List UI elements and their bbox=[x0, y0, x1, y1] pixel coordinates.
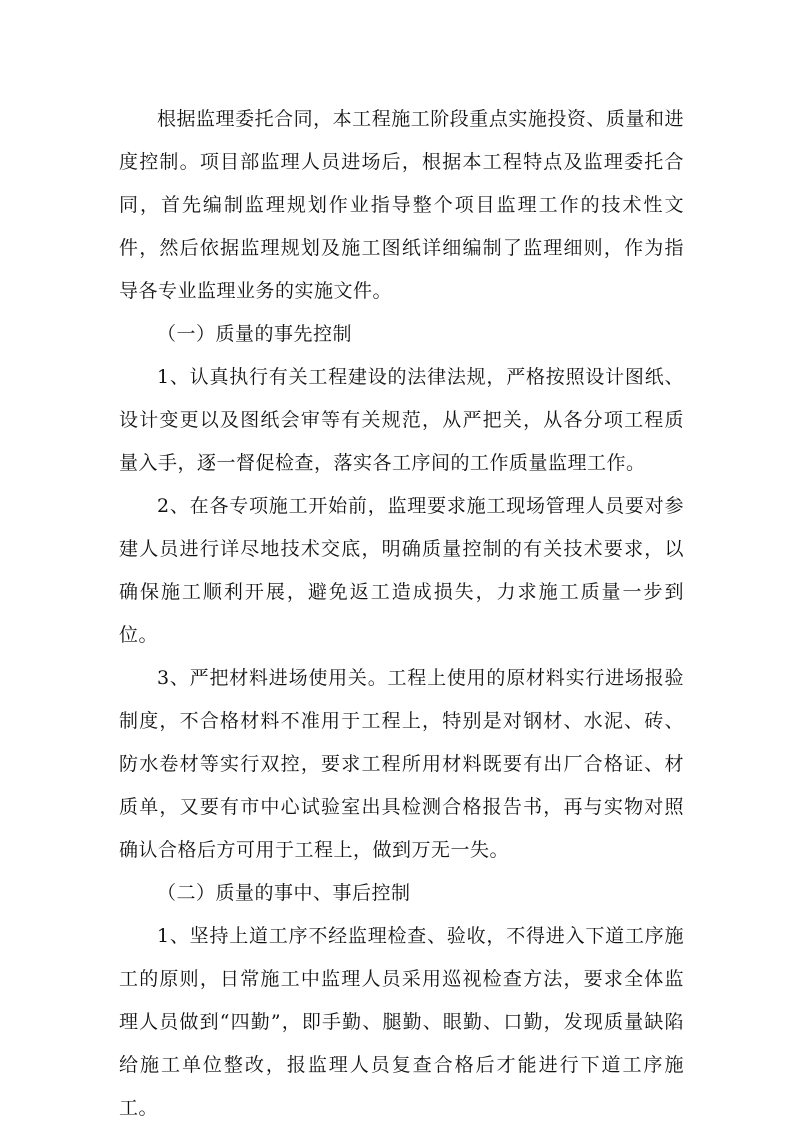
during-control-item-1: 1、坚持上道工序不经监理检查、验收，不得进入下道工序施工的原则，日常施工中监理人员采用巡视检查方法，要求全体监理人员做到“四勤”，即手勤、腿勤、眼勤、口勤，发现质量缺陷给施工单位整改，报监理人员复查合格后才能进行下道工序施工。 bbox=[119, 925, 684, 1119]
prior-control-item-1: 1、认真执行有关工程建设的法律法规，严格按照设计图纸、设计变更以及图纸会审等有关规范，从严把关，从各分项工程质量入手，逐一督促检查，落实各工序间的工作质量监理工作。 bbox=[119, 366, 684, 474]
prior-control-item-3: 3、严把材料进场使用关。工程上使用的原材料实行进场报验制度，不合格材料不准用于工程上，特别是对钢材、水泥、砖、防水卷材等实行双控，要求工程所用材料既要有出厂合格证、材质单，又要有市中心试验室出具检测合格报告书，再与实物对照确认合格后方可用于工程上，做到万无一失。 bbox=[119, 667, 684, 861]
section-heading-during-after-control: （二）质量的事中、事后控制 bbox=[157, 882, 411, 904]
prior-control-item-2: 2、在各专项施工开始前，监理要求施工现场管理人员要对参建人员进行详尽地技术交底，明确质量控制的有关技术要求，以确保施工顺利开展，避免返工造成损失，力求施工质量一步到位。 bbox=[119, 495, 684, 646]
intro-paragraph: 根据监理委托合同，本工程施工阶段重点实施投资、质量和进度控制。项目部监理人员进场后，根据本工程特点及监理委托合同，首先编制监理规划作业指导整个项目监理工作的技术性文件，然后依据监理规划及施工图纸详细编制了监理细则，作为指导各专业监理业务的实施文件。 bbox=[119, 108, 684, 302]
section-heading-prior-control: （一）质量的事先控制 bbox=[157, 323, 353, 345]
document-body bbox=[119, 98, 684, 1130]
